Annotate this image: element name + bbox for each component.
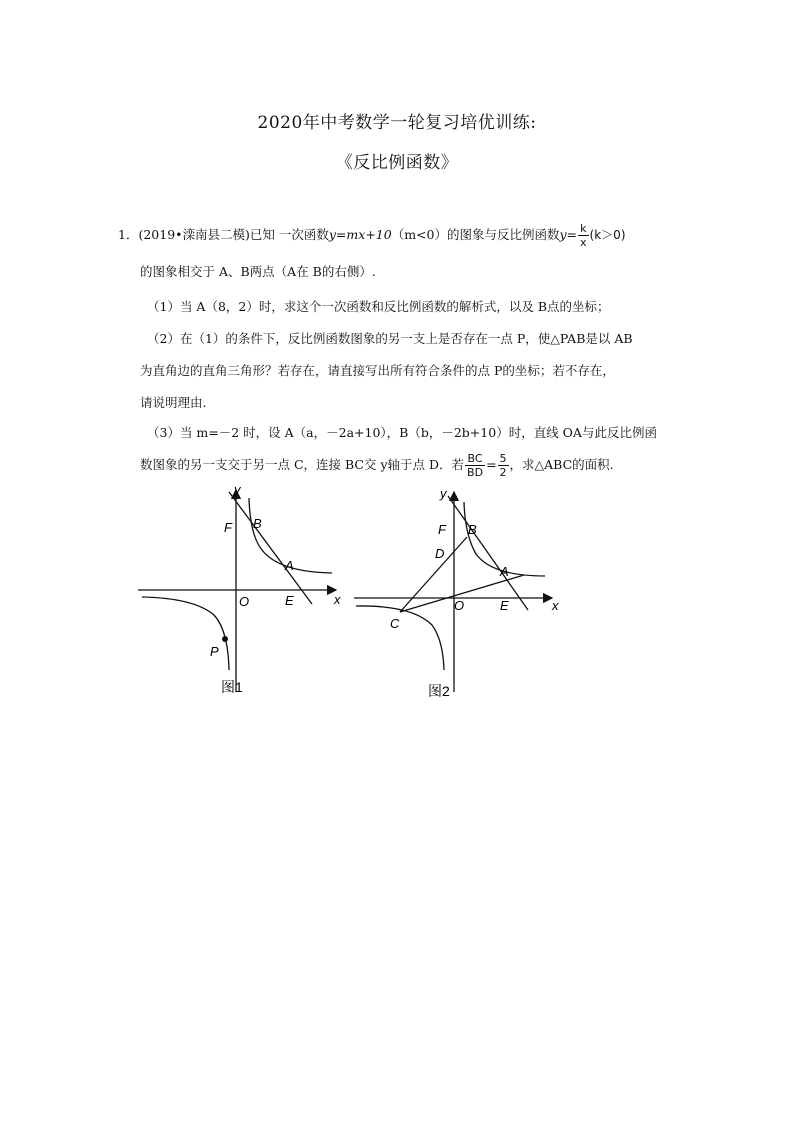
k-condition: (k＞0): [589, 228, 626, 242]
ratio-numerator: BC: [465, 452, 485, 466]
problem-line-1: [118, 222, 626, 249]
label-a: A: [285, 558, 294, 573]
problem-source: 1．(2019•滦南县二模)已知 一次函数: [118, 227, 329, 242]
label-o: O: [239, 594, 250, 609]
label-e: E: [285, 593, 294, 608]
part-3-text-b: [140, 452, 614, 479]
value-numerator: 5: [499, 452, 507, 465]
linear-function: y=mx+10: [328, 227, 392, 242]
label-f: F: [224, 520, 232, 535]
line-ab: [229, 492, 312, 604]
equals-sign: =: [486, 457, 497, 472]
label-y: y: [234, 482, 241, 497]
page-subtitle: 《反比例函数》: [335, 153, 459, 173]
inverse-function-lhs: y=: [559, 227, 578, 242]
part-1-text: （1）当 A（8，2）时，求这个一次函数和反比例函数的解析式，以及 B点的坐标；: [147, 299, 610, 314]
figure-1-caption: 图1: [221, 679, 243, 695]
label-b: B: [253, 516, 262, 531]
value-denominator: 2: [499, 466, 507, 479]
label-p: P: [210, 644, 219, 659]
part-3-text-a: （3）当 m=－2 时，设 A（a，－2a+10），B（b，－2b+10）时，直线 OA与此反比例函: [147, 425, 657, 440]
part-3-prefix: 数图象的另一支交于另一点 C，连接 BC交 y轴于点 D．若: [140, 457, 465, 472]
hyperbola-branch-3: [142, 597, 229, 670]
label-e: E: [500, 598, 509, 613]
point-p: [222, 636, 228, 642]
ratio-denominator: BD: [467, 466, 484, 479]
label-x: x: [334, 592, 341, 607]
fraction-denominator: x: [580, 236, 587, 249]
hyperbola-branch-3: [356, 606, 444, 670]
label-b: B: [468, 522, 477, 537]
label-f: F: [438, 522, 446, 537]
fraction-numerator: k: [578, 222, 589, 236]
part-2-text-c: 请说明理由.: [140, 395, 207, 410]
line-ab: [448, 496, 528, 610]
linear-condition: （m<0）的图象与反比例函数: [391, 227, 560, 242]
figure-1: [134, 480, 350, 705]
inverse-fraction: [578, 222, 589, 249]
ratio-fraction: [465, 452, 485, 479]
page-title: 2020年中考数学一轮复习培优训练:: [257, 113, 537, 133]
label-o: O: [454, 598, 465, 613]
figure-2-caption: 图2: [428, 683, 450, 699]
problem-line-2: 的图象相交于 A、B两点（A在 B的右侧）.: [140, 264, 376, 279]
part-2-text-b: 为直角边的直角三角形？若存在，请直接写出所有符合条件的点 P的坐标；若不存在，: [140, 363, 615, 378]
figure-2: [350, 480, 565, 705]
label-y: y: [440, 486, 447, 501]
part-3-suffix: ，求△ABC的面积.: [509, 457, 614, 472]
part-2-text-a: （2）在（1）的条件下，反比例函数图象的另一支上是否存在一点 P，使△PAB是以 AB: [147, 331, 633, 346]
value-fraction: [498, 452, 509, 479]
label-c: C: [390, 616, 400, 631]
label-a: A: [500, 564, 509, 579]
label-x: x: [552, 598, 559, 613]
label-d: D: [435, 546, 445, 561]
